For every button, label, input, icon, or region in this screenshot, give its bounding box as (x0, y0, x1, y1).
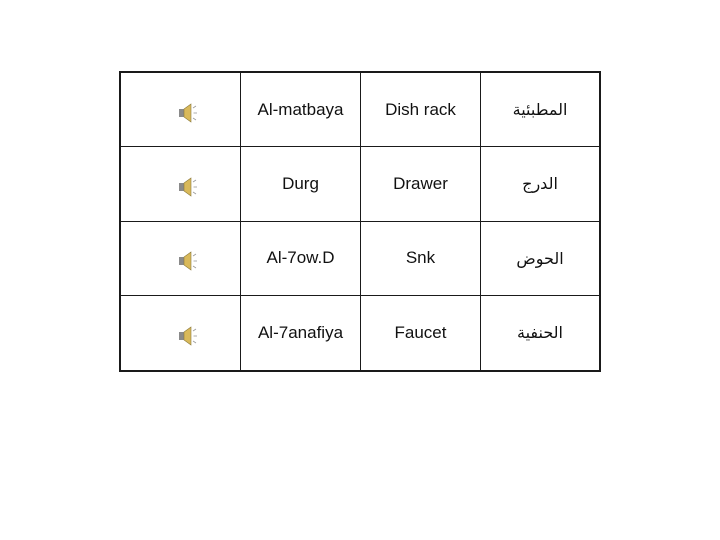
speaker-icon[interactable] (177, 250, 199, 272)
arabic-cell: المطبئية (481, 73, 599, 147)
arabic-cell: الدرج (481, 147, 599, 221)
transliteration-cell: Al-matbaya (241, 73, 361, 147)
english-cell: Snk (361, 222, 481, 296)
arabic-cell: الحوض (481, 222, 599, 296)
vocabulary-table (119, 71, 601, 372)
audio-cell (121, 296, 241, 370)
speaker-icon[interactable] (177, 325, 199, 347)
speaker-icon[interactable] (177, 102, 199, 124)
speaker-icon[interactable] (177, 176, 199, 198)
audio-cell (121, 73, 241, 147)
english-cell: Faucet (361, 296, 481, 370)
english-cell: Drawer (361, 147, 481, 221)
english-cell: Dish rack (361, 73, 481, 147)
arabic-cell: الحنفية (517, 323, 563, 343)
audio-cell (121, 222, 241, 296)
transliteration-cell: Durg (241, 147, 361, 221)
transliteration-cell: Al-7anafiya (241, 296, 361, 370)
transliteration-cell: Al-7ow.D (241, 222, 361, 296)
audio-cell (121, 147, 241, 221)
